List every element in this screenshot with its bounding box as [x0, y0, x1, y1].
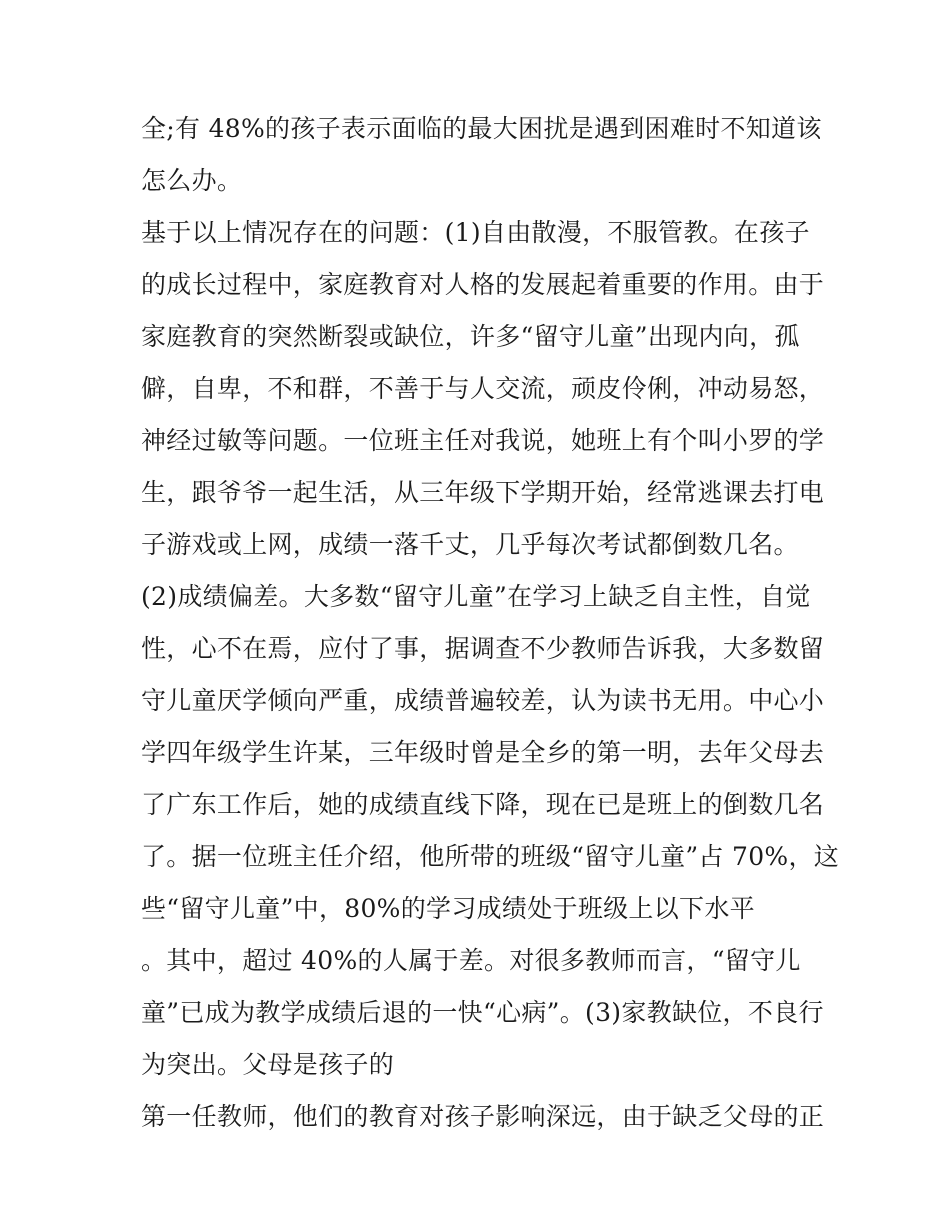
text-line: 第一任教师，他们的教育对孩子影响深远，由于缺乏父母的正 — [141, 1102, 825, 1131]
text-line: 怎么办。 — [141, 166, 243, 195]
text-line: 守儿童厌学倾向严重，成绩普遍较差，认为读书无用。中心小 — [141, 686, 825, 715]
text-line: 基于以上情况存在的问题：(1)自由散漫，不服管教。在孩子 — [141, 218, 810, 247]
text-line: 了。据一位班主任介绍，他所带的班级“留守儿童”占 70%，这 — [141, 842, 840, 871]
text-line: 为突出。父母是孩子的 — [141, 1050, 395, 1079]
text-line: 性，心不在焉，应付了事，据调查不少教师告诉我，大多数留 — [141, 634, 825, 663]
text-line: 的成长过程中，家庭教育对人格的发展起着重要的作用。由于 — [141, 270, 825, 299]
text-line: (2)成绩偏差。大多数“留守儿童”在学习上缺乏自主性，自觉 — [141, 582, 811, 611]
text-line: 僻，自卑，不和群，不善于与人交流，顽皮伶俐，冲动易怒， — [141, 374, 825, 403]
text-line: 生，跟爷爷一起生活，从三年级下学期开始，经常逃课去打电 — [141, 478, 825, 507]
text-line: 全;有 48%的孩子表示面临的最大困扰是遇到困难时不知道该 — [141, 114, 822, 143]
text-line: 了广东工作后，她的成绩直线下降，现在已是班上的倒数几名 — [141, 790, 825, 819]
text-line: 子游戏或上网，成绩一落千丈，几乎每次考试都倒数几名。 — [141, 530, 799, 559]
text-line: 学四年级学生许某，三年级时曾是全乡的第一明，去年父母去 — [141, 738, 825, 767]
text-line: 。其中，超过 40%的人属于差。对很多教师而言，“留守儿 — [141, 946, 801, 975]
text-line: 童”已成为教学成绩后退的一快“心病”。(3)家教缺位，不良行 — [141, 998, 824, 1027]
text-line: 家庭教育的突然断裂或缺位，许多“留守儿童”出现内向，孤 — [141, 322, 800, 351]
text-line: 些“留守儿童”中，80%的学习成绩处于班级上以下水平 — [141, 894, 755, 923]
text-line: 神经过敏等问题。一位班主任对我说，她班上有个叫小罗的学 — [141, 426, 825, 455]
